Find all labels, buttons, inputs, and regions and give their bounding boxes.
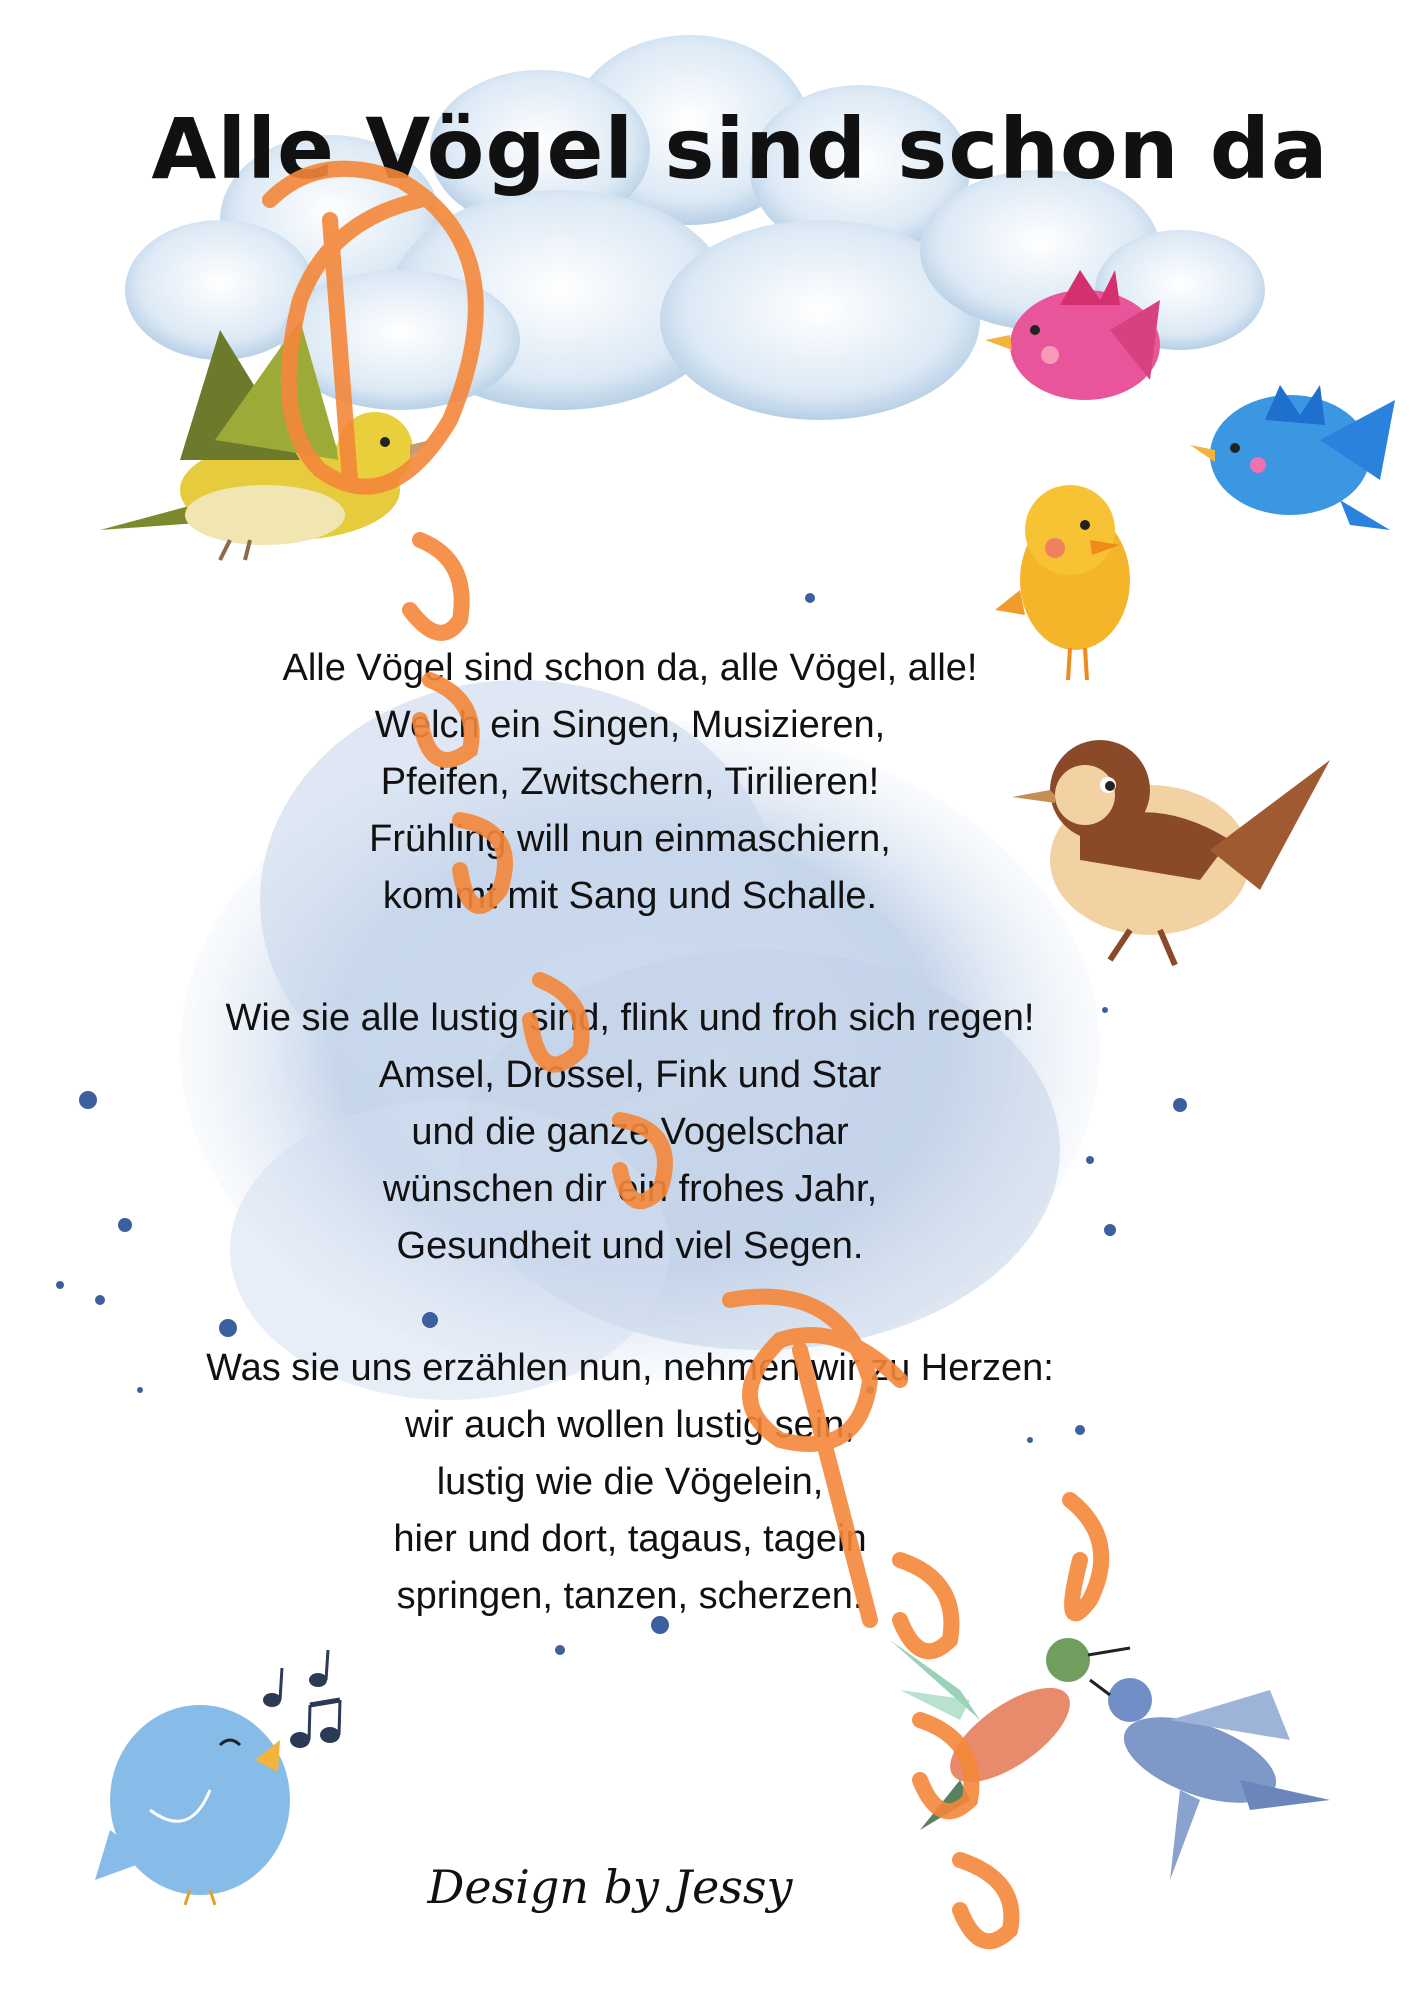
poem-line: springen, tanzen, scherzen. [396, 1575, 864, 1617]
flying-bird-icon [1090, 1678, 1330, 1880]
poem-line: Gesundheit und viel Segen. [396, 1225, 864, 1267]
blue-bird-icon [1190, 385, 1395, 530]
poem-line: Was sie uns erzählen nun, nehmen wir zu Herzen: [206, 1347, 1054, 1389]
poem [100, 640, 1160, 1690]
poem-line: wünschen dir ein frohes Jahr, [382, 1168, 878, 1210]
signature: Design by Jessy [427, 1860, 793, 1914]
stanza-2 [100, 990, 1160, 1275]
poem-line: wir auch wollen lustig sein, [405, 1404, 855, 1446]
poem-line: lustig wie die Vögelein, [436, 1461, 824, 1503]
poem-line: hier und dort, tagaus, tagein [393, 1518, 867, 1560]
poem-line: kommt mit Sang und Schalle. [382, 875, 878, 917]
page-title: Alle Vögel sind schon da [151, 100, 1329, 198]
poem-line: und die ganze Vogelschar [411, 1111, 849, 1153]
poem-line: Wie sie alle lustig sind, flink und froh sich regen! [225, 997, 1035, 1039]
poem-line: Pfeifen, Zwitschern, Tirilieren! [380, 761, 880, 803]
stanza-3 [100, 1340, 1160, 1625]
poem-line: Welch ein Singen, Musizieren, [374, 704, 886, 746]
singing-bird-icon [95, 1705, 290, 1905]
stanza-1 [100, 640, 1160, 925]
poem-line: Frühling will nun einmaschiern, [369, 818, 891, 860]
poem-line: Alle Vögel sind schon da, alle Vögel, alle! [282, 647, 978, 689]
poem-line: Amsel, Drossel, Fink und Star [378, 1054, 882, 1096]
